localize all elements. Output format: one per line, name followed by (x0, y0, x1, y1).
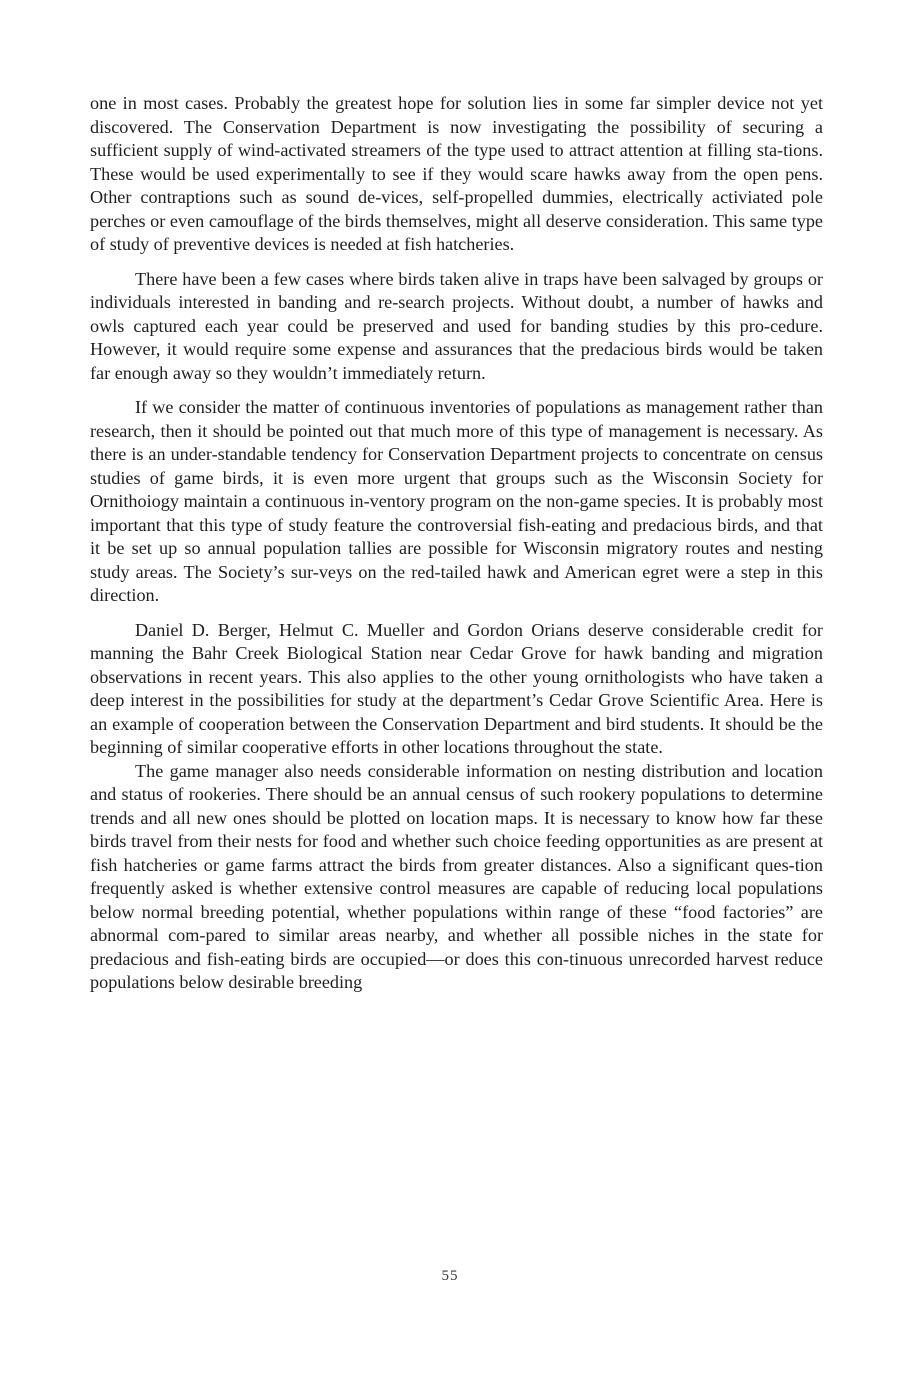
paragraph: There have been a few cases where birds taken alive in traps have been salvaged by groups or individuals interested in banding and re-search projects. Without doubt, a number of hawks and owls captured each year could be preserved and used for banding studies by this pro-cedure. However, it would require some expense and assurances that the predacious birds would be taken far enough away so they wouldn’t immediately return. (90, 268, 823, 383)
paragraph: Daniel D. Berger, Helmut C. Mueller and Gordon Orians deserve considerable credit for manning the Bahr Creek Biological Station near Cedar Grove for hawk banding and migration observations in recent years. This also applies to the other young ornithologists who have taken a deep interest in the possibilities for study at the department’s Cedar Grove Scientific Area. Here is an example of cooperation between the Conservation Department and bird students. It should be the beginning of similar cooperative efforts in other locations throughout the state. (90, 619, 823, 757)
paragraph: If we consider the matter of continuous inventories of populations as management rather than research, then it should be pointed out that much more of this type of management is necessary. As there is an under-standable tendency for Conservation Department projects to concentrate on census studies of game birds, it is even more urgent that groups such as the Wisconsin Society for Ornithoiogy maintain a continuous in-ventory program on the non-game species. It is probably most important that this type of study feature the controversial fish-eating and predacious birds, and that it be set up so annual population tallies are possible for Wisconsin migratory routes and nesting study areas. The Society’s sur-veys on the red-tailed hawk and American egret were a step in this direction. (90, 397, 823, 605)
page-number: 55 (441, 1268, 459, 1284)
page-body (90, 92, 823, 1006)
paragraph: one in most cases. Probably the greatest hope for solution lies in some far simpler device not yet discovered. The Conservation Department is now investigating the possibility of securing a sufficient supply of wind-activated streamers of the type used to attract attention at filling sta-tions. These would be used experimentally to see if they would scare hawks away from the open pens. Other contraptions such as sound de-vices, self-propelled dummies, electrically activiated pole perches or even camouflage of the birds themselves, might all deserve consideration. This same type of study of preventive devices is needed at fish hatcheries. (90, 93, 823, 254)
paragraph: The game manager also needs considerable information on nesting distribution and location and status of rookeries. There should be an annual census of such rookery populations to determine trends and all new ones should be plotted on location maps. It is necessary to know how far these birds travel from their nests for food and whether such choice feeding opportunities as are present at fish hatcheries or game farms attract the birds from greater distances. Also a significant ques-tion frequently asked is whether extensive control measures are capable of reducing local populations below normal breeding potential, whether populations within range of these “food factories” are abnormal com-pared to similar areas nearby, and whether all possible niches in the state for predacious and fish-eating birds are occupied—or does this con-tinuous unrecorded harvest reduce populations below desirable breeding (90, 760, 823, 992)
